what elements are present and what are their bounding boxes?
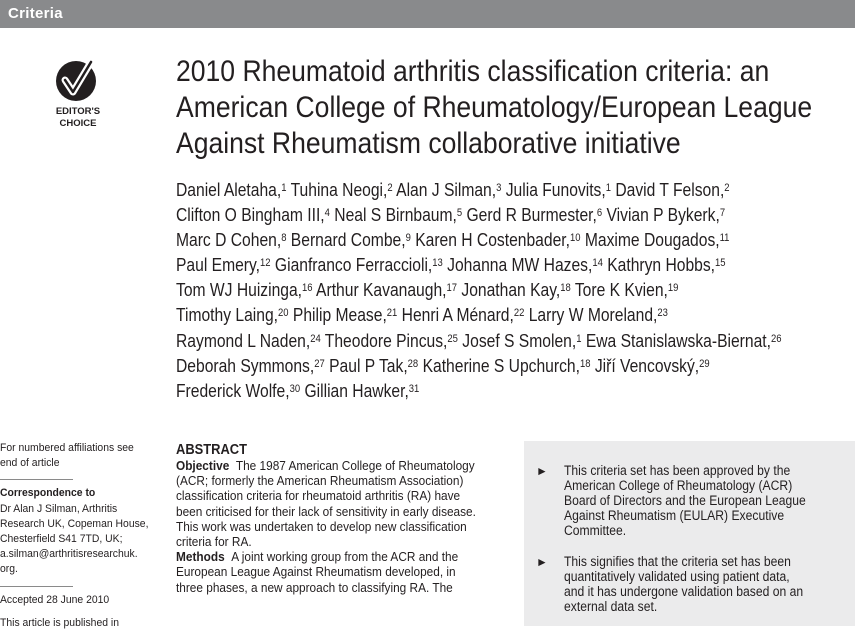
- correspondence-heading: Correspondence to: [0, 487, 96, 500]
- abstract-heading: ABSTRACT: [176, 442, 247, 458]
- author-name: Alan J Silman,: [396, 180, 497, 200]
- author-affiliation: 25: [447, 332, 458, 345]
- sidebar-divider: [0, 586, 73, 587]
- author-name: Paul P Tak,: [329, 355, 408, 376]
- author-name: Larry W Moreland,: [528, 305, 658, 326]
- author-affiliation: 29: [699, 357, 710, 370]
- author-name: Neal S Birnbaum,: [334, 205, 457, 226]
- author-name: Theodore Pincus,: [324, 330, 448, 351]
- author-affiliation: 23: [657, 307, 668, 320]
- abstract-line: [176, 458, 483, 473]
- author-name: Arthur Kavanaugh,: [316, 280, 447, 301]
- author-affiliation: 2: [724, 182, 730, 194]
- affiliations-note: For numbered affiliations see: [0, 442, 134, 454]
- badge-label-line-1: EDITOR'S: [55, 106, 101, 117]
- callout-line: and it has undergone validation based on an: [564, 584, 804, 599]
- correspondence-email[interactable]: org.: [0, 563, 18, 576]
- abstract-line: [176, 549, 483, 564]
- author-name: Johanna MW Hazes,: [447, 255, 593, 276]
- author-affiliation: 5: [456, 207, 463, 220]
- author-line: [176, 354, 830, 379]
- author-line: [176, 178, 830, 203]
- author-name: Henri A Ménard,: [401, 305, 514, 326]
- accepted-date: Accepted 28 June 2010: [0, 593, 110, 606]
- author-name: Vivian P Bykerk,: [606, 205, 720, 226]
- abstract-text: The 1987 American College of Rheumatology: [235, 458, 475, 473]
- callout-line: Board of Directors and the European League: [564, 493, 806, 508]
- author-name: Timothy Laing,: [176, 305, 279, 326]
- author-affiliation: 30: [289, 382, 301, 395]
- sidebar-divider: [0, 479, 73, 480]
- author-name: David T Felson,: [615, 180, 725, 200]
- checkmark-badge-icon: [55, 56, 101, 102]
- author-affiliation: 18: [579, 357, 591, 370]
- author-affiliation: 7: [719, 207, 726, 220]
- author-line: [176, 303, 830, 328]
- abstract-line: (ACR; formerly the American Rheumatism Association): [176, 473, 464, 489]
- author-name: Marc D Cohen,: [176, 230, 282, 251]
- author-affiliation: 1: [605, 182, 611, 194]
- author-affiliation: 26: [770, 332, 782, 345]
- author-affiliation: 24: [310, 332, 321, 345]
- author-affiliation: 6: [596, 207, 603, 220]
- author-name: Jiří Vencovský,: [594, 355, 700, 376]
- criteria-callout-box: [524, 441, 855, 626]
- author-affiliation: 13: [432, 257, 443, 270]
- correspondence-line: Research UK, Copeman House,: [0, 517, 149, 530]
- author-affiliation: 11: [719, 232, 730, 245]
- callout-line: American College of Rheumatology (ACR): [564, 478, 793, 493]
- author-affiliation: 22: [513, 307, 525, 320]
- callout-line: This signifies that the criteria set has been: [564, 554, 791, 569]
- objective-label: Objective: [176, 458, 230, 473]
- author-affiliation: 1: [281, 182, 287, 194]
- correspondence-line: Dr Alan J Silman, Arthritis: [0, 502, 118, 515]
- author-name: Kathryn Hobbs,: [607, 255, 716, 276]
- author-name: Gerd R Burmester,: [466, 205, 597, 226]
- author-line: [176, 329, 830, 354]
- author-affiliation: 20: [278, 307, 289, 320]
- callout-item: [564, 463, 855, 538]
- author-name: Daniel Aletaha,: [176, 180, 282, 200]
- abstract-section: [176, 442, 521, 595]
- author-name: Josef S Smolen,: [462, 330, 577, 351]
- article-sidebar: [0, 441, 160, 631]
- author-name: Tuhina Neogi,: [290, 180, 388, 200]
- author-affiliation: 16: [302, 282, 313, 295]
- abstract-line: This work was undertaken to develop new classification: [176, 518, 467, 534]
- author-name: Jonathan Kay,: [461, 280, 561, 301]
- author-name: Bernard Combe,: [290, 230, 406, 251]
- title-line: Against Rheumatism collaborative initiative: [176, 127, 681, 160]
- author-name: Philip Mease,: [292, 305, 387, 326]
- author-affiliation: 4: [324, 207, 330, 220]
- author-affiliation: 8: [281, 232, 287, 245]
- author-line: [176, 228, 830, 253]
- author-line: [176, 203, 830, 228]
- author-name: Deborah Symmons,: [176, 355, 315, 376]
- author-affiliation: 2: [387, 182, 393, 194]
- methods-label: Methods: [176, 549, 225, 565]
- author-line: [176, 278, 830, 303]
- author-affiliation: 9: [405, 232, 411, 245]
- sidebar-cutoff-line: This article is published in: [0, 616, 120, 629]
- author-affiliation: 10: [569, 232, 581, 245]
- author-name: Tom WJ Huizinga,: [176, 280, 303, 301]
- author-affiliation: 21: [386, 307, 398, 320]
- author-name: Karen H Costenbader,: [415, 230, 570, 251]
- badge-label-line-2: CHOICE: [59, 118, 97, 129]
- affiliations-note: end of article: [0, 457, 60, 470]
- author-affiliation: 15: [715, 257, 726, 270]
- author-name: Maxime Dougados,: [584, 230, 720, 251]
- author-affiliation: 3: [496, 182, 502, 194]
- author-name: Gianfranco Ferraccioli,: [274, 255, 433, 276]
- abstract-text: A joint working group from the ACR and the: [231, 549, 459, 565]
- author-name: Raymond L Naden,: [176, 330, 311, 351]
- author-affiliation: 19: [667, 282, 679, 295]
- author-name: Frederick Wolfe,: [176, 380, 290, 401]
- title-line: American College of Rheumatology/European League: [176, 91, 813, 124]
- author-affiliation: 28: [407, 357, 419, 370]
- author-name: Gillian Hawker,: [304, 380, 409, 401]
- section-header-bar: [0, 0, 855, 28]
- author-name: Katherine S Upchurch,: [422, 355, 580, 376]
- abstract-line: European League Against Rheumatism developed, in: [176, 564, 456, 580]
- badge-label: [52, 106, 104, 130]
- article-title: [176, 54, 813, 162]
- author-name: Ewa Stanislawska-Biernat,: [585, 330, 771, 351]
- author-list: [176, 178, 830, 404]
- correspondence-line: Chesterfield S41 7TD, UK;: [0, 533, 123, 546]
- author-affiliation: 1: [576, 332, 582, 345]
- author-affiliation: 31: [408, 382, 420, 395]
- author-name: Clifton O Bingham III,: [176, 205, 325, 226]
- callout-line: external data set.: [564, 599, 658, 614]
- correspondence-email[interactable]: a.silman@arthritisresearchuk.: [0, 548, 138, 561]
- callout-line: Against Rheumatism (EULAR) Executive: [564, 508, 785, 523]
- abstract-line: been criticised for their lack of sensitivity in early disease.: [176, 503, 476, 519]
- author-affiliation: 17: [446, 282, 458, 295]
- abstract-line: classification criteria for rheumatoid arthritis (RA) have: [176, 488, 461, 504]
- editors-choice-badge: [52, 56, 104, 130]
- section-label: Criteria: [8, 5, 63, 22]
- author-affiliation: 14: [592, 257, 603, 270]
- callout-line: quantitatively validated using patient data,: [564, 569, 790, 584]
- author-name: Paul Emery,: [176, 255, 261, 276]
- callout-line: Committee.: [564, 523, 627, 538]
- title-line: 2010 Rheumatoid arthritis classification criteria: an: [176, 55, 770, 88]
- abstract-line: three phases, a new approach to classifying RA. The: [176, 579, 453, 595]
- author-affiliation: 12: [260, 257, 271, 270]
- author-affiliation: 18: [560, 282, 571, 295]
- author-name: Tore K Kvien,: [574, 280, 668, 301]
- triangle-bullet-icon: ►: [536, 555, 548, 569]
- author-line: [176, 253, 830, 278]
- callout-item: [564, 554, 855, 614]
- author-affiliation: 27: [314, 357, 325, 370]
- author-line: [176, 379, 830, 404]
- callout-line: This criteria set has been approved by the: [564, 463, 791, 478]
- author-name: Julia Funovits,: [505, 180, 606, 200]
- abstract-line: criteria for RA.: [176, 534, 252, 550]
- triangle-bullet-icon: ►: [536, 464, 548, 478]
